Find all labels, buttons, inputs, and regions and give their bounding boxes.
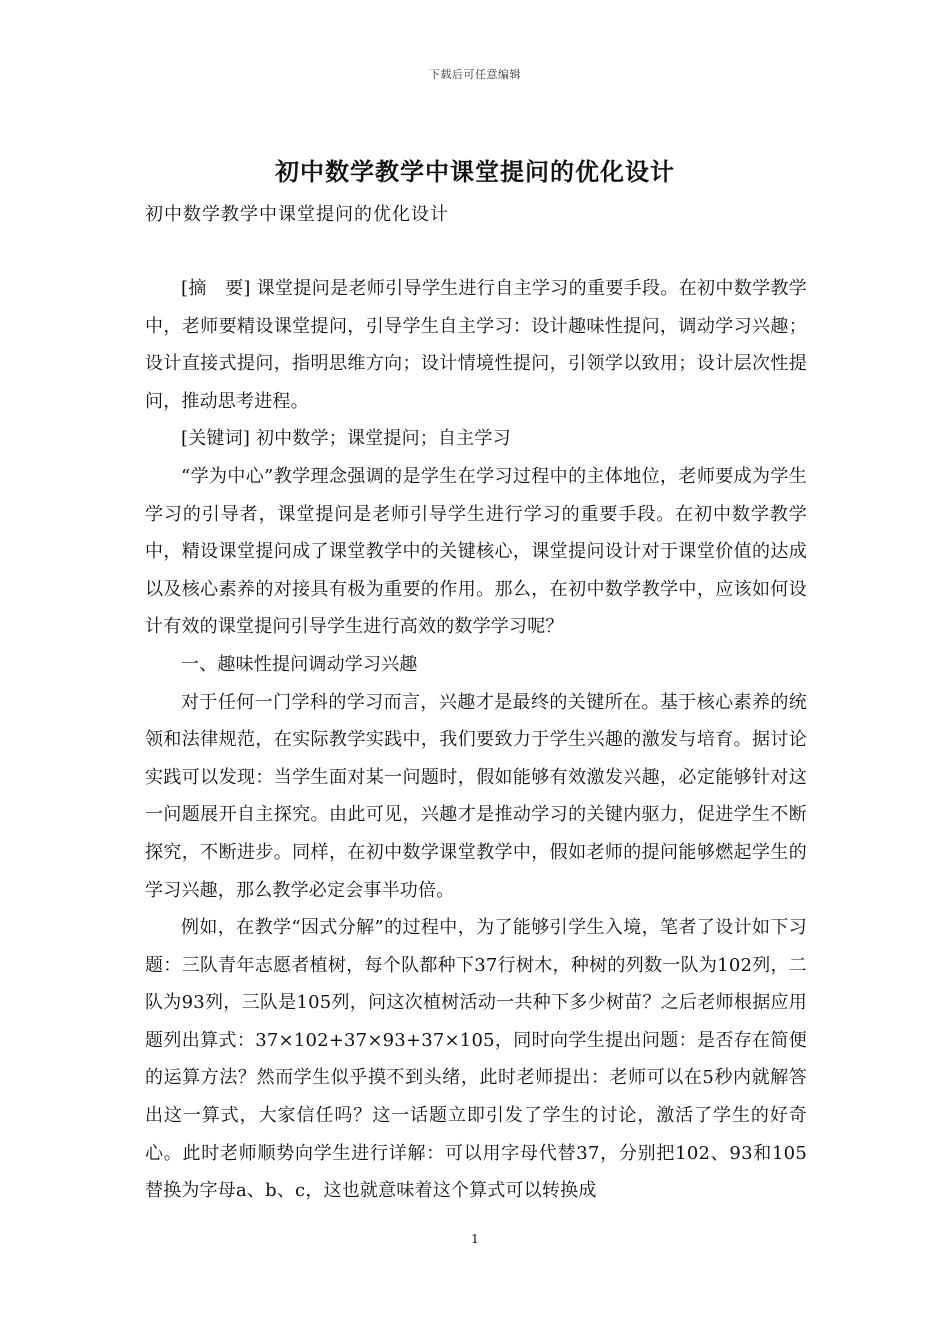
body-paragraph: 例如，在教学“因式分解”的过程中，为了能够引学生入境，笔者了设计如下习题：三队青年志愿者植树，每个队都种下37行树木，种树的列数一队为102列，二队为93列，三队是105列，问这次植树活动一共种下多少树苗？之后老师根据应用题列出算式：37×102+37×93+37×105，同时向学生提出问题：是否存在简便的运算方法？然而学生似乎摸不到头绪，此时老师提出：老师可以在5秒内就解答出这一算式，大家信任吗？这一话题立即引发了学生的讨论，激活了学生的好奇心。此时老师顺势向学生进行详解：可以用字母代替37，分别把102、93和105替换为字母a、b、c，这也就意味着这个算式可以转换成 (145, 917, 807, 1202)
header-note: 下载后可任意编辑 (429, 68, 521, 81)
document-body (145, 270, 807, 1210)
document-title: 初中数学教学中课堂提问的优化设计 (275, 158, 675, 186)
intro-paragraph: “学为中心”教学理念强调的是学生在学习过程中的主体地位，老师要成为学生学习的引导者，课堂提问是老师引导学生进行学习的重要手段。在初中数学教学中，精设课堂提问成了课堂教学中的关键核心，课堂提问设计对于课堂价值的达成以及核心素养的对接具有极为重要的作用。那么，在初中数学教学中，应该如何设计有效的课堂提问引导学生进行高效的数学学习呢？ (145, 465, 807, 638)
body-paragraph: 对于任何一门学科的学习而言，兴趣才是最终的关键所在。基于核心素养的统领和法律规范，在实际教学实践中，我们要致力于学生兴趣的激发与培育。据讨论实践可以发现：当学生面对某一问题时，假如能够有效激发兴趣，必定能够针对这一问题展开自主探究。由此可见，兴趣才是推动学习的关键内驱力，促进学生不断探究，不断进步。同样，在初中数学课堂教学中，假如老师的提问能够燃起学生的学习兴趣，那么教学必定会事半功倍。 (145, 691, 807, 901)
document-subtitle: 初中数学教学中课堂提问的优化设计 (145, 204, 449, 225)
abstract-paragraph: [摘 要] 课堂提问是老师引导学生进行自主学习的重要手段。在初中数学教学中，老师要精设课堂提问，引导学生自主学习：设计趣味性提问，调动学习兴趣；设计直接式提问，指明思维方向；设计情境性提问，引领学以致用；设计层次性提问，推动思考进程。 (145, 278, 807, 412)
keywords-paragraph: [关键词] 初中数学；课堂提问；自主学习 (181, 428, 511, 450)
page-number: 1 (471, 1232, 479, 1246)
section-heading: 一、趣味性提问调动学习兴趣 (181, 653, 418, 675)
